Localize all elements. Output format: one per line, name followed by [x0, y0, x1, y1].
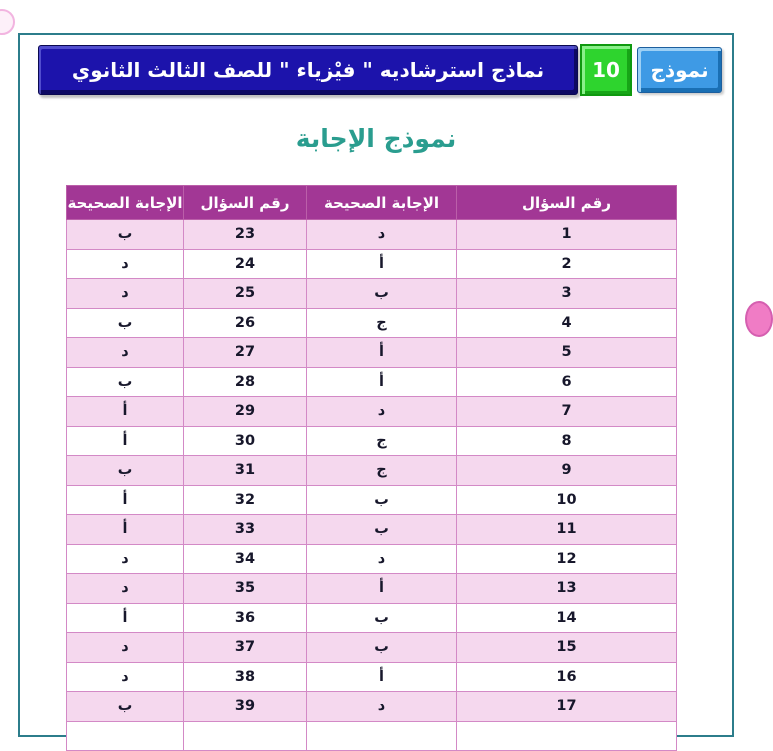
answer-cell: ب — [67, 220, 184, 250]
table-row — [67, 308, 677, 338]
question-number-cell: 11 — [457, 515, 677, 545]
answer-cell: د — [307, 544, 457, 574]
table-header-row — [67, 186, 677, 220]
answer-cell: د — [67, 574, 184, 604]
model-label-button — [637, 47, 722, 93]
table-row — [67, 721, 677, 751]
question-number-cell: 39 — [184, 692, 307, 722]
question-number-cell: 4 — [457, 308, 677, 338]
model-number-text: 10 — [592, 58, 620, 82]
question-number-cell: 7 — [457, 397, 677, 427]
question-number-cell: 12 — [457, 544, 677, 574]
table-row — [67, 515, 677, 545]
question-number-cell: 1 — [457, 220, 677, 250]
question-number-cell — [184, 721, 307, 751]
answer-cell: د — [67, 279, 184, 309]
answer-cell: ب — [307, 279, 457, 309]
answer-cell: د — [67, 249, 184, 279]
question-number-cell: 32 — [184, 485, 307, 515]
table-row — [67, 485, 677, 515]
answer-cell: د — [67, 662, 184, 692]
table-row — [67, 338, 677, 368]
question-number-cell: 31 — [184, 456, 307, 486]
table-row — [67, 249, 677, 279]
page-ornament-right — [745, 301, 773, 337]
column-header-correct-answer-left: الإجابة الصحيحة — [67, 186, 184, 220]
table-row — [67, 662, 677, 692]
answer-cell: د — [67, 544, 184, 574]
answer-cell: ب — [67, 692, 184, 722]
question-number-cell: 29 — [184, 397, 307, 427]
model-number-box — [580, 44, 632, 96]
question-number-cell: 33 — [184, 515, 307, 545]
question-number-cell: 34 — [184, 544, 307, 574]
question-number-cell: 10 — [457, 485, 677, 515]
table-row — [67, 456, 677, 486]
answer-cell: ب — [307, 603, 457, 633]
section-title: نموذج الإجابة — [295, 124, 457, 153]
question-number-cell: 27 — [184, 338, 307, 368]
question-number-cell: 35 — [184, 574, 307, 604]
answer-cell: د — [67, 338, 184, 368]
answer-cell: ب — [67, 367, 184, 397]
answer-key-table — [66, 185, 677, 751]
answer-cell: أ — [307, 662, 457, 692]
answer-cell: د — [307, 220, 457, 250]
table-row — [67, 692, 677, 722]
column-header-question-number-right: رقم السؤال — [457, 186, 677, 220]
question-number-cell: 26 — [184, 308, 307, 338]
question-number-cell: 3 — [457, 279, 677, 309]
answer-table-body — [67, 220, 677, 751]
question-number-cell: 17 — [457, 692, 677, 722]
question-number-cell: 9 — [457, 456, 677, 486]
question-number-cell: 30 — [184, 426, 307, 456]
table-row — [67, 279, 677, 309]
answer-cell: ب — [67, 308, 184, 338]
answer-cell: ب — [307, 633, 457, 663]
question-number-cell: 8 — [457, 426, 677, 456]
answer-cell: ج — [307, 426, 457, 456]
answer-cell: د — [307, 692, 457, 722]
question-number-cell: 24 — [184, 249, 307, 279]
title-bar — [38, 45, 578, 95]
question-number-cell: 16 — [457, 662, 677, 692]
question-number-cell: 13 — [457, 574, 677, 604]
answer-cell: أ — [67, 515, 184, 545]
answer-cell: ج — [307, 308, 457, 338]
answer-cell — [67, 721, 184, 751]
question-number-cell: 25 — [184, 279, 307, 309]
table-row — [67, 426, 677, 456]
column-header-correct-answer-right: الإجابة الصحيحة — [307, 186, 457, 220]
answer-cell: ب — [307, 515, 457, 545]
question-number-cell — [457, 721, 677, 751]
answer-cell: أ — [307, 367, 457, 397]
table-row — [67, 397, 677, 427]
answer-cell — [307, 721, 457, 751]
answer-cell: أ — [67, 485, 184, 515]
table-row — [67, 220, 677, 250]
table-row — [67, 603, 677, 633]
answer-cell: ب — [67, 456, 184, 486]
question-number-cell: 15 — [457, 633, 677, 663]
answer-cell: أ — [307, 249, 457, 279]
answer-cell: د — [307, 397, 457, 427]
answer-cell: أ — [307, 338, 457, 368]
model-label-text: نموذج — [650, 58, 709, 82]
answer-cell: أ — [67, 397, 184, 427]
table-row — [67, 544, 677, 574]
question-number-cell: 14 — [457, 603, 677, 633]
table-row — [67, 633, 677, 663]
table-row — [67, 367, 677, 397]
question-number-cell: 38 — [184, 662, 307, 692]
question-number-cell: 28 — [184, 367, 307, 397]
answer-cell: أ — [67, 426, 184, 456]
answer-cell: ج — [307, 456, 457, 486]
title-bar-text: نماذج استرشاديه " فيْزياء " للصف الثالث الثانوي — [71, 58, 545, 82]
table-row — [67, 574, 677, 604]
question-number-cell: 37 — [184, 633, 307, 663]
question-number-cell: 2 — [457, 249, 677, 279]
answer-cell: أ — [307, 574, 457, 604]
answer-cell: د — [67, 633, 184, 663]
question-number-cell: 6 — [457, 367, 677, 397]
column-header-question-number-left: رقم السؤال — [184, 186, 307, 220]
question-number-cell: 5 — [457, 338, 677, 368]
question-number-cell: 23 — [184, 220, 307, 250]
question-number-cell: 36 — [184, 603, 307, 633]
page-ornament-top-left — [0, 9, 15, 35]
answer-cell: أ — [67, 603, 184, 633]
answer-cell: ب — [307, 485, 457, 515]
